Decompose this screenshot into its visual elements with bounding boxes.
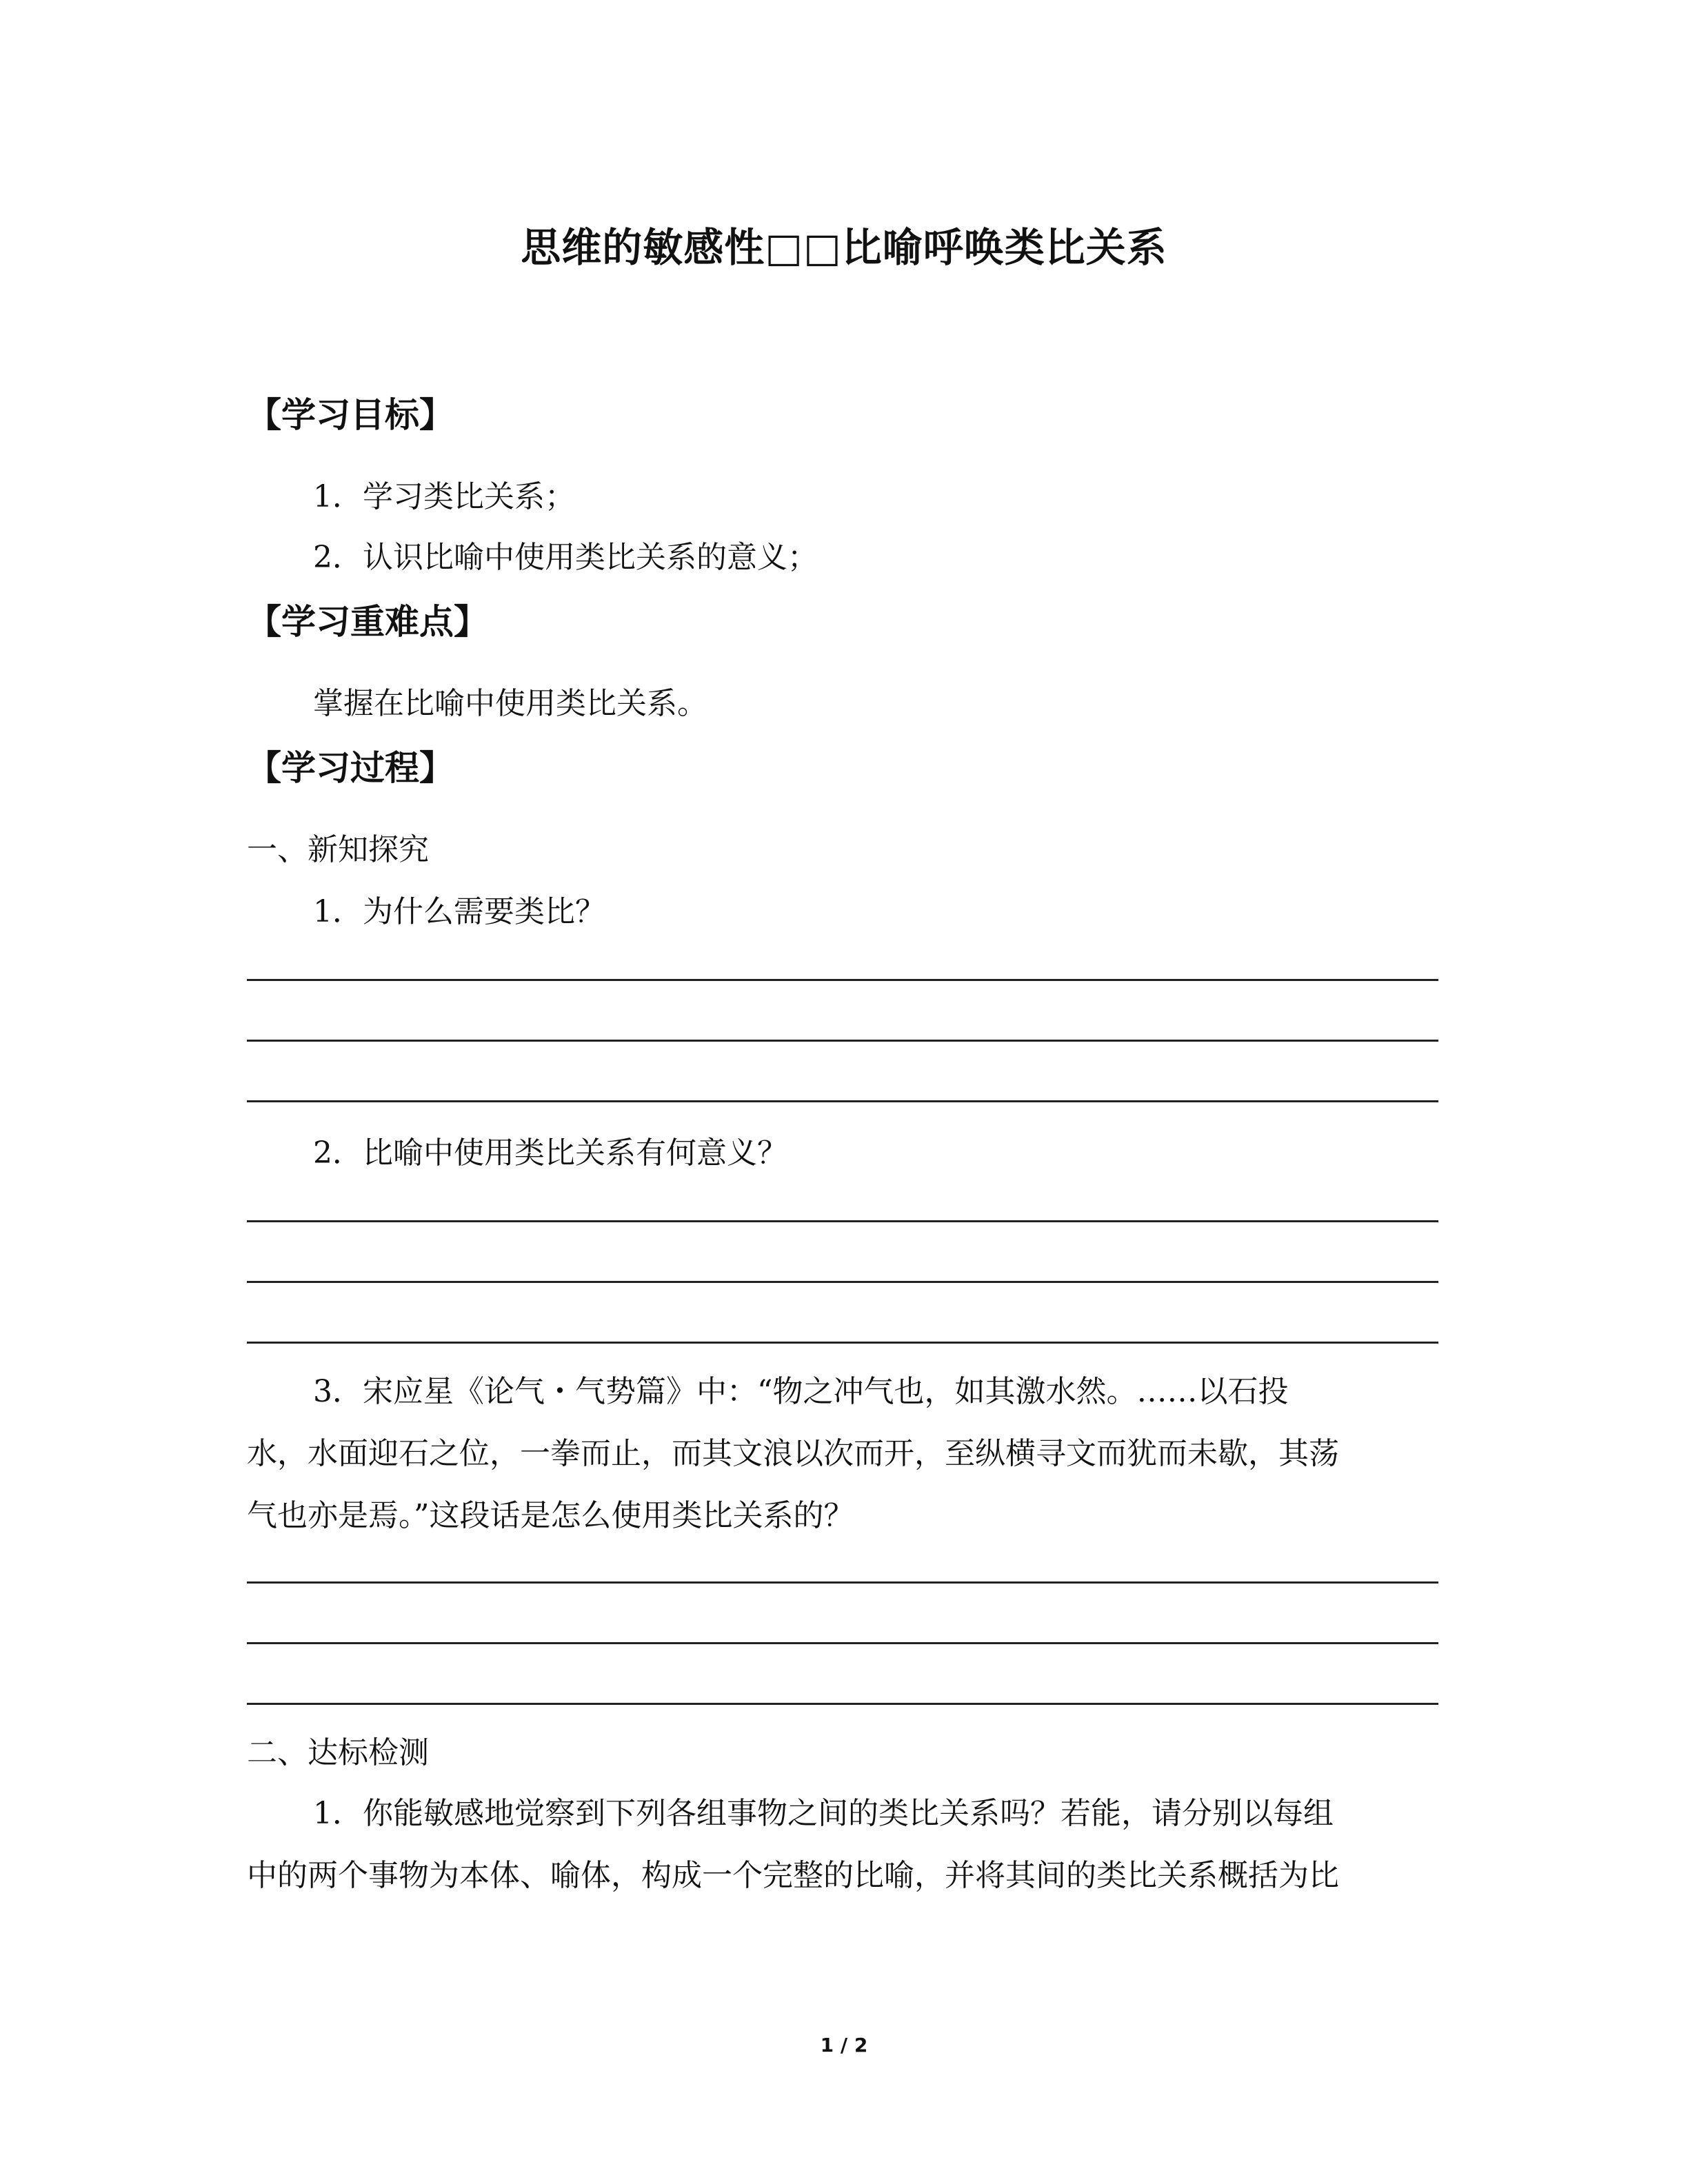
answer-line bbox=[247, 1040, 1438, 1042]
answer-line bbox=[247, 1703, 1438, 1705]
test-question-1-line-1: 1．你能敏感地觉察到下列各组事物之间的类比关系吗？若能，请分别以每组 bbox=[313, 1796, 1334, 1831]
answer-line bbox=[247, 1281, 1438, 1283]
question-3-line-2: 水，水面迎石之位，一拳而止，而其文浪以次而开，至纵横寻文而犹而未歇，其荡 bbox=[247, 1436, 1339, 1471]
key-points-text: 掌握在比喻中使用类比关系。 bbox=[313, 686, 707, 721]
answer-line bbox=[247, 1581, 1438, 1584]
section-heading-goals: 【学习目标】 bbox=[247, 395, 454, 435]
answer-line bbox=[247, 1220, 1438, 1222]
test-question-1-line-2: 中的两个事物为本体、喻体，构成一个完整的比喻，并将其间的类比关系概括为比 bbox=[247, 1858, 1339, 1893]
section-heading-key-points: 【学习重难点】 bbox=[247, 602, 488, 642]
answer-line bbox=[247, 1642, 1438, 1644]
answer-line bbox=[247, 1100, 1438, 1102]
part2-heading: 二、达标检测 bbox=[247, 1735, 429, 1770]
question-3-line-3: 气也亦是焉。”这段话是怎么使用类比关系的？ bbox=[247, 1498, 854, 1533]
page-number: 1 / 2 bbox=[820, 2034, 868, 2056]
goal-item-1: 1．学习类比关系； bbox=[313, 479, 575, 514]
section-heading-process: 【学习过程】 bbox=[247, 748, 454, 788]
goal-item-2: 2．认识比喻中使用类比关系的意义； bbox=[313, 540, 818, 575]
question-2: 2．比喻中使用类比关系有何意义？ bbox=[313, 1135, 787, 1171]
page-title: 思维的敏感性□□比喻呼唤类比关系 bbox=[521, 224, 1167, 271]
part1-heading: 一、新知探究 bbox=[247, 832, 429, 867]
answer-line bbox=[247, 1342, 1438, 1344]
question-3-line-1: 3．宋应星《论气・气势篇》中：“物之冲气也，如其激水然。……以石投 bbox=[313, 1374, 1289, 1409]
question-1: 1．为什么需要类比？ bbox=[313, 894, 605, 929]
answer-line bbox=[247, 979, 1438, 981]
